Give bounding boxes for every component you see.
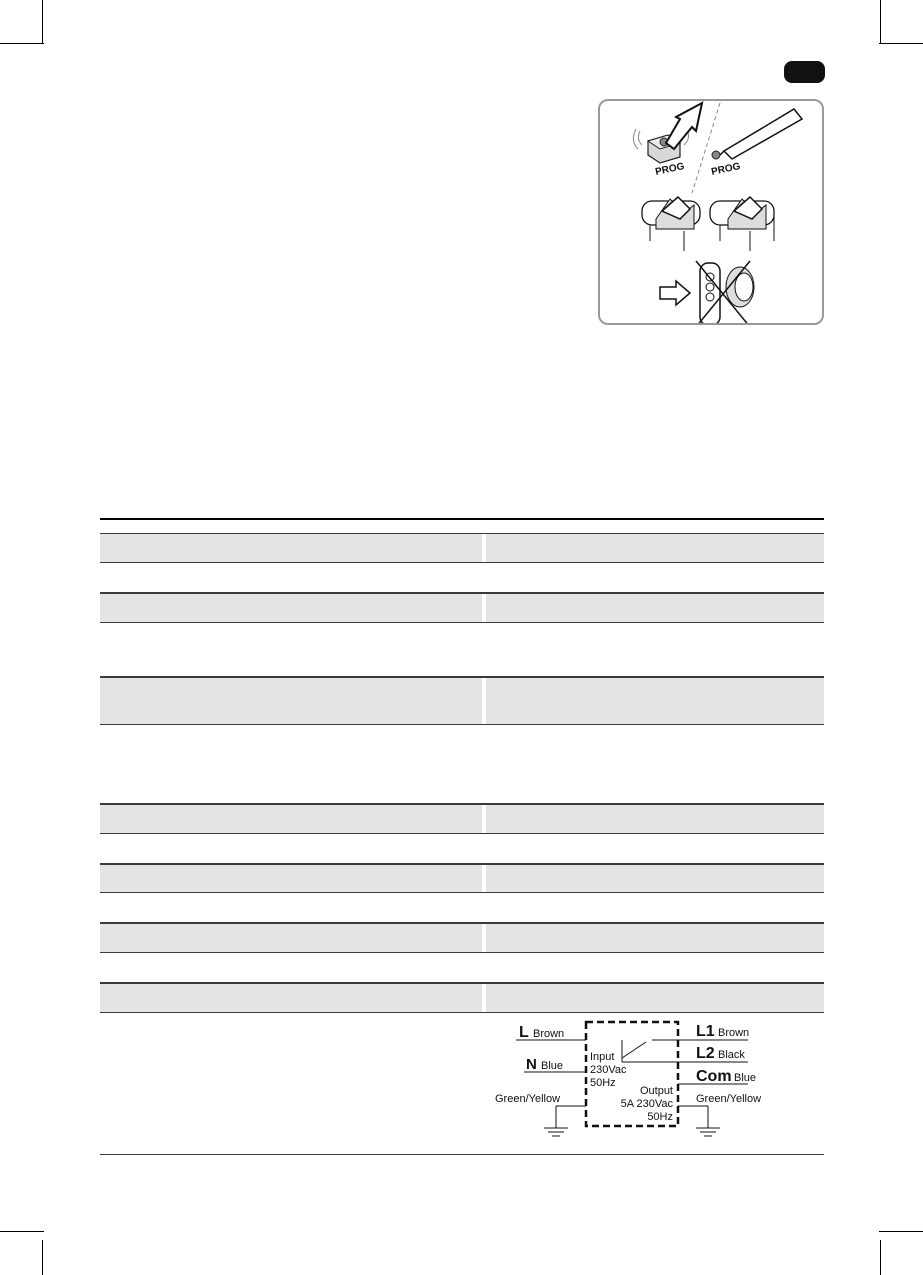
- crop-mark: [42, 0, 43, 44]
- output-com-code: Com: [696, 1068, 732, 1085]
- output-label-line3: 50Hz: [647, 1111, 673, 1123]
- crop-mark: [880, 0, 881, 44]
- prog-left-label: PROG: [654, 161, 686, 178]
- wiring-diagram: [486, 1014, 776, 1144]
- table-row: [100, 533, 824, 563]
- blind-right-icon: [710, 197, 774, 251]
- table-row: [100, 725, 824, 804]
- crop-mark: [879, 1231, 923, 1232]
- table-top-rule: [100, 518, 824, 520]
- table-row: [100, 953, 824, 983]
- output-label-line1: Output: [639, 1085, 673, 1097]
- input-label-line2: 230Vac: [590, 1064, 627, 1076]
- table-row: [100, 804, 824, 834]
- language-badge: [784, 61, 825, 83]
- crop-mark: [0, 43, 44, 44]
- output-com-color: Blue: [734, 1072, 757, 1084]
- table-row: [100, 563, 824, 593]
- table-bottom-rule: [100, 1154, 824, 1155]
- illustration-drawing: [600, 101, 822, 323]
- crop-mark: [880, 1240, 881, 1275]
- output-l2-color: Black: [718, 1049, 745, 1061]
- table-row: [100, 864, 824, 893]
- input-ground-label: Green/Yellow: [495, 1093, 561, 1105]
- prog-right-label: PROG: [710, 161, 742, 178]
- table-row: [100, 893, 824, 923]
- output-label-line2: 5A 230Vac: [620, 1098, 673, 1110]
- remote-control-icon: [700, 263, 720, 323]
- output-l1-code: L1: [696, 1023, 715, 1040]
- output-l1-color: Brown: [718, 1027, 750, 1039]
- table-row: [100, 593, 824, 623]
- arrow-right-icon: [660, 281, 690, 305]
- input-n-code: N: [526, 1056, 537, 1073]
- table-row: [100, 677, 824, 725]
- programming-illustration: [598, 99, 824, 325]
- input-l-code: L: [519, 1024, 529, 1041]
- blind-left-icon: [642, 197, 700, 251]
- table-row: [100, 834, 824, 864]
- table-row: [100, 983, 824, 1013]
- crop-mark: [42, 1240, 43, 1275]
- output-l2-code: L2: [696, 1045, 715, 1062]
- input-n-color: Blue: [541, 1060, 564, 1072]
- table-row: [100, 623, 824, 677]
- pen-icon: [712, 109, 802, 159]
- output-ground-label: Green/Yellow: [696, 1093, 762, 1105]
- crop-mark: [0, 1231, 44, 1232]
- input-label-line3: 50Hz: [590, 1077, 616, 1089]
- crop-mark: [879, 43, 923, 44]
- press-arrow-icon: [666, 103, 702, 149]
- input-l-color: Brown: [533, 1028, 565, 1040]
- input-label-line1: Input: [590, 1051, 615, 1063]
- table-row: [100, 923, 824, 953]
